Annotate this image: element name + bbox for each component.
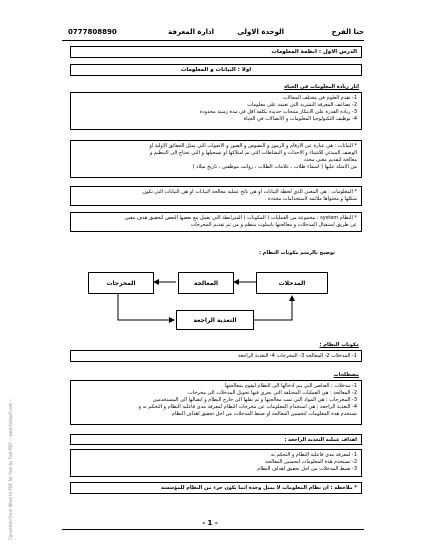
list-item: 2- تضاعف المعرفة البشرية التي تعتمد على معلومات	[247, 102, 357, 108]
info-definition-line: * المعلومات : هي المعنى الذي لحظة البيانات او هي ناتج عملية معالجة البيانات او هي البيانات التي تكون	[142, 189, 357, 195]
components-box: 1- المدخلات 2- المعالجة 3- المخرجات 4- التغذية الراجعة	[70, 350, 362, 362]
terms-label: مصطلحات	[333, 372, 359, 378]
diagram-outputs-box: المخرجات	[88, 272, 154, 294]
teacher-name: حنا الفرج	[331, 28, 364, 36]
note-box: * ملاحظة : ان نظام المعلومات لا يمثل وحدة انما يكون جزء من النظام للمؤسسة	[70, 482, 362, 494]
goals-label: اهداف عملية التغذية الراجعة :	[70, 434, 362, 445]
arrow-feedback-to-inputs	[254, 296, 292, 320]
data-definition-line: الوصف المبدئي للاشياء و الاحداث و النشاطات التي تم امتلاكها او تسجيلها و التي تحتاج الى التنظيم و	[149, 150, 357, 156]
phone-number: 0777808890	[68, 28, 117, 36]
footer-divider	[62, 529, 364, 530]
data-definition-line: معالجة لتقديم معنى محدد	[303, 157, 357, 163]
diagram-feedback-box: التغذية الراجعة	[176, 310, 254, 330]
list-item: 4- التغذية الراجعة : هي استخدام المعلومات عن مخرجات النظام لمعرفة مدى فاعلية النظام و التحكم به و	[138, 404, 357, 410]
goals-list	[75, 452, 357, 473]
terms-box	[70, 380, 362, 425]
list-item: 3- المخرجات : هي المواد التي تمت معالجتها و تم نقلها الى خارج النظام و ايصالها الى المستخدمين	[152, 397, 357, 403]
lesson-title: الدرس الاول : انظمة المعلومات	[70, 46, 362, 58]
diagram-inputs-box: المدخلات	[256, 272, 328, 294]
list-item: 1- مدخلات : العناصر التي يتم ادخالها الى النظام ليقوم بمعالجتها	[224, 383, 357, 389]
goals-box	[70, 449, 362, 477]
terms-list	[75, 383, 357, 418]
info-definition-line: شكلها و محتواها ملائمة لاستخدامات محددة .	[264, 196, 357, 202]
subject-name: ادارة المعرفة	[168, 28, 214, 36]
arrow-outputs-to-feedback	[118, 294, 174, 320]
list-item: 1- لمعرفة مدى فاعلية النظام و التحكم بة	[270, 452, 357, 458]
data-definition-line: * البيانات : هي عبارة عن الارقام و الرموز و النصوص و الصور و الاصوات التي تمثل الحقائق الاولية او	[149, 143, 357, 149]
unit-name: الوحدة الاولى	[237, 28, 284, 36]
page-number: - 1 -	[202, 519, 218, 527]
list-item: تستخدم هذة المعلومات لتحسين المعالجة او ضبط المدخلات من اجل تحقيق اهداف النظام	[171, 411, 357, 417]
side-watermark: Converted from Word to PDF for free by Fast PDF -- www.fastpdf.com --	[8, 398, 13, 540]
diagram-caption: توضيح بالرسم مكونات النظام :	[259, 250, 335, 256]
list-item: 4- توظيف التكنولوجيا المعلومات و الاتصالات في الحياة	[243, 116, 357, 122]
list-item: 1- تقدم العلوم في مختلف المجالات	[282, 95, 357, 101]
diagram-processing-box: المعالجة	[178, 272, 234, 294]
importance-label: اثار زيادة المعلومات في الحياة	[284, 84, 359, 90]
components-label: مكونات النظام :	[319, 342, 359, 348]
list-item: 2- المعالجة : هي العمليات المختلفة التي يجري فيها تحويل المدخلات الى مخرجات	[187, 390, 357, 396]
list-item: 3- زيادة القدرة على الابتكار منتجات جديدة بكلفة اقل في مدة زمنية محدودة	[199, 109, 357, 115]
system-definition-line: عن طريق استقبال المدخلات و معالجتها بأسلوب منظم و من ثم تقديم المخرجات	[190, 222, 357, 228]
system-definition-line: * النظام system : مجموعة من العمليات ( المكونات ) المترابطة التي تعمل مع بعضها البعض لتحقيق هدف معين	[124, 215, 357, 221]
section-title: اولا : البيانات و المعلومات	[70, 64, 362, 76]
list-item: 3- ضبط المدخلات من اجل تحقيق اهداف النظام	[257, 466, 357, 472]
data-examples: من الامثلة عليها ( اسماء طلاب ، علامات الطلاب ، رواتب موظفين ، تاريخ ميلاد )	[192, 164, 357, 170]
list-item: 2- تستخدم هذة المعلومات لتحسين المعالجة	[265, 459, 357, 465]
